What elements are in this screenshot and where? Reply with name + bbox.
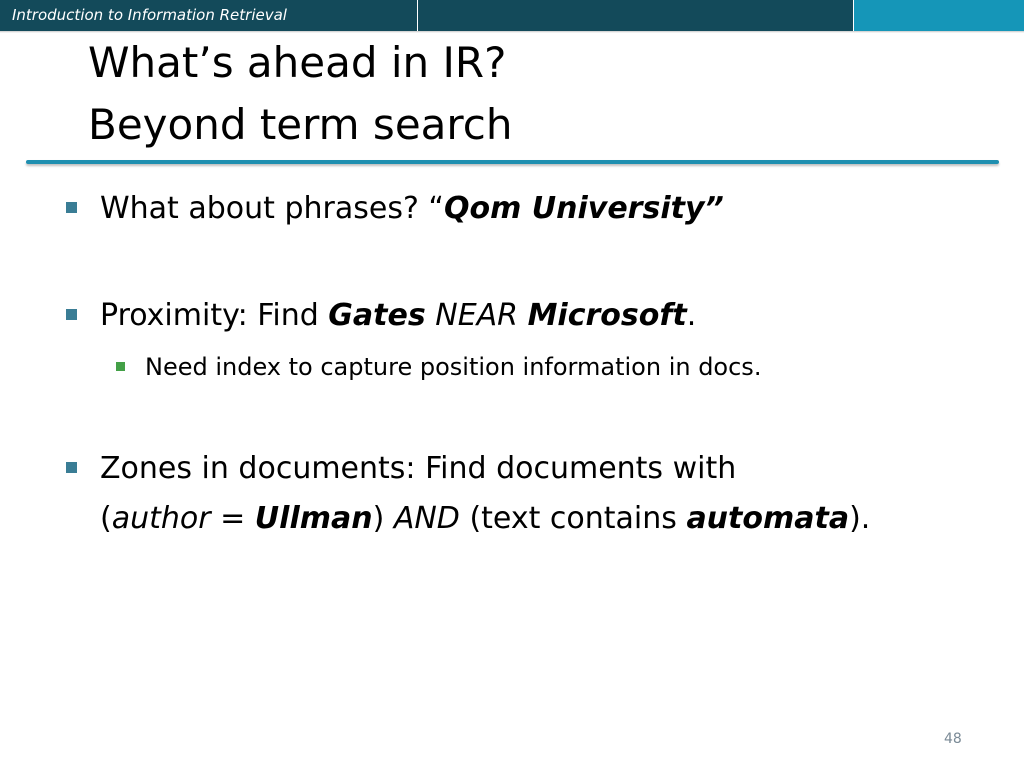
bullet-square-icon [66,309,77,320]
banner-segment-right [854,0,1024,31]
sub-bullet-index [145,350,761,384]
sub-bullet-square-icon [116,362,125,371]
bullet-zones-line-1 [100,446,736,492]
course-title: Introduction to Information Retrieval [12,6,287,24]
bullet-emphasis: Microsoft [527,298,687,333]
bullet-operator: AND [393,501,460,536]
bullet-text [426,298,436,333]
bullet-operator: NEAR [435,298,519,333]
slide-title-line-1: What’s ahead in IR? [88,38,507,87]
bullet-field: author = [111,501,255,536]
bullet-text: Proximity: Find [100,298,329,333]
slide-title-line-2: Beyond term search [88,100,513,149]
bullet-square-icon [66,202,77,213]
bullet-text: (text contains [459,501,687,536]
banner-segment-middle [418,0,853,31]
bullet-text: What about phrases? “ [100,191,444,226]
slide-title [88,32,512,156]
bullet-emphasis: Ullman [254,501,373,536]
bullet-text: Need index to capture position information in docs. [145,353,762,381]
bullet-emphasis: Gates [328,298,426,333]
bullet-square-icon [66,462,77,473]
bullet-text: . [686,298,697,333]
title-divider [26,160,999,164]
page-number: 48 [944,731,962,747]
header-banner [0,0,1024,31]
bullet-zones-line-2 [100,496,870,542]
bullet-emphasis: Qom University” [443,191,724,226]
bullet-proximity [100,293,696,339]
bullet-text: Zones in documents: Find documents with [100,451,737,486]
bullet-text [518,298,528,333]
bullet-text: ) [372,501,394,536]
bullet-text: ). [849,501,871,536]
bullet-text: ( [100,501,112,536]
bullet-phrases [100,186,724,232]
bullet-emphasis: automata [686,501,850,536]
